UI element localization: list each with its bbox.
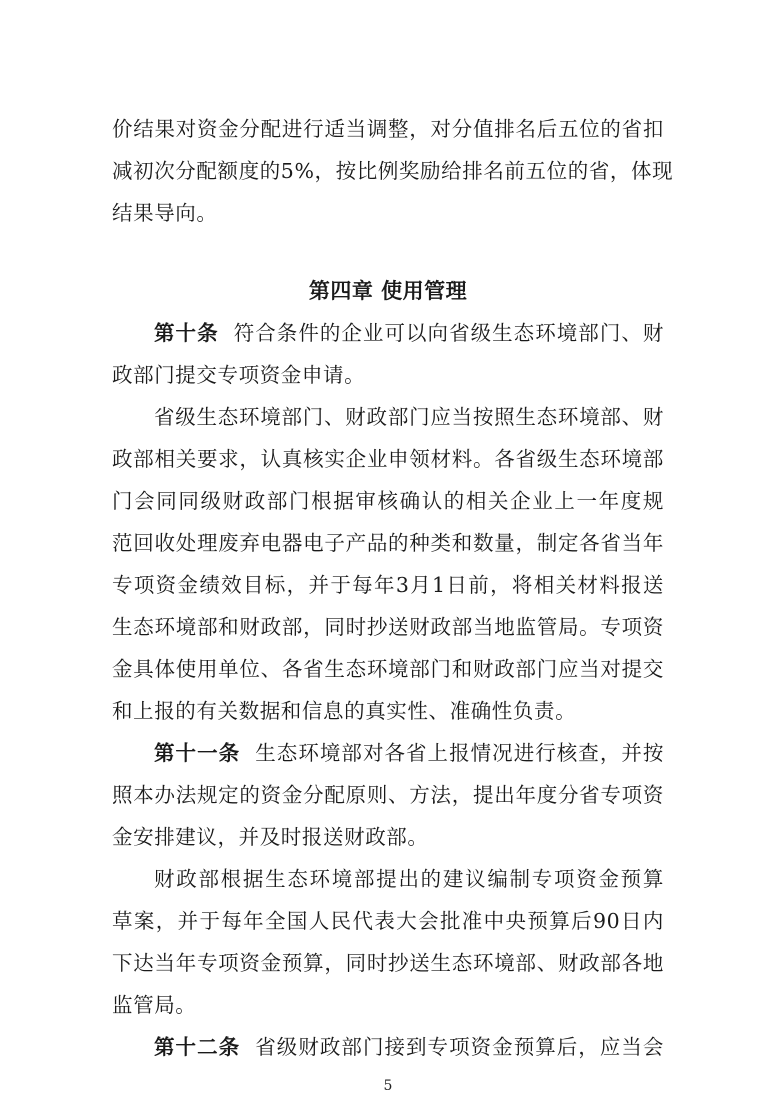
- paragraph-line: 生态环境部和财政部，同时抄送财政部当地监管局。专项资: [112, 615, 664, 639]
- article-11-text: 生态环境部对各省上报情况进行核查，并按: [255, 741, 665, 765]
- paragraph-line: 金具体使用单位、各省生态环境部门和财政部门应当对提交: [112, 657, 664, 681]
- article-12-label: 第十二条: [154, 1035, 241, 1059]
- article-11-first-line: [154, 736, 664, 770]
- paragraph-line: 结果导向。: [112, 201, 218, 225]
- paragraph-line: 政部门提交专项资金申请。: [112, 363, 366, 387]
- paragraph-line: 范回收处理废弃电器电子产品的种类和数量，制定各省当年: [112, 531, 664, 555]
- paragraph-line: 草案，并于每年全国人民代表大会批准中央预算后90日内: [112, 909, 664, 933]
- paragraph-line: 财政部根据生态环境部提出的建议编制专项资金预算: [154, 867, 664, 891]
- article-10-first-line: [154, 316, 664, 350]
- article-10-label: 第十条: [154, 321, 219, 345]
- paragraph-line: 金安排建议，并及时报送财政部。: [112, 825, 429, 849]
- paragraph-line: 专项资金绩效目标，并于每年3月1日前，将相关材料报送: [112, 573, 664, 597]
- article-10-text: 符合条件的企业可以向省级生态环境部门、财: [233, 321, 664, 345]
- paragraph-line: 和上报的有关数据和信息的真实性、准确性负责。: [112, 699, 577, 723]
- paragraph-line: 监管局。: [112, 993, 197, 1017]
- paragraph-line: 价结果对资金分配进行适当调整，对分值排名后五位的省扣: [112, 117, 664, 141]
- paragraph-line: 省级生态环境部门、财政部门应当按照生态环境部、财: [154, 405, 664, 429]
- article-12-first-line: [154, 1030, 664, 1064]
- paragraph-line: 照本办法规定的资金分配原则、方法，提出年度分省专项资: [112, 783, 664, 807]
- paragraph-line: 减初次分配额度的5%，按比例奖励给排名前五位的省，体现: [112, 159, 674, 183]
- article-12-text: 省级财政部门接到专项资金预算后，应当会: [255, 1035, 665, 1059]
- paragraph-line: 门会同同级财政部门根据审核确认的相关企业上一年度规: [112, 489, 664, 513]
- paragraph-line: 下达当年专项资金预算，同时抄送生态环境部、财政部各地: [112, 951, 664, 975]
- chapter-heading: 第四章 使用管理: [308, 279, 468, 303]
- article-11-label: 第十一条: [154, 741, 241, 765]
- paragraph-line: 政部相关要求，认真核实企业申领材料。各省级生态环境部: [112, 447, 664, 471]
- page-number: 5: [383, 1078, 393, 1094]
